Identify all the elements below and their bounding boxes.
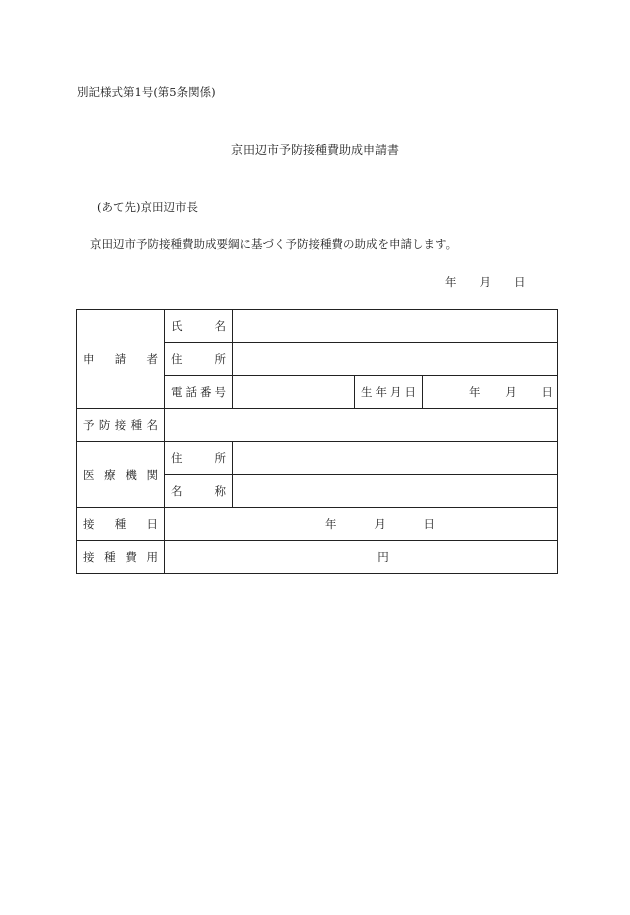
vaccination-date-field[interactable]: 年 月 日 (165, 508, 558, 541)
table-row (77, 310, 558, 343)
request-statement: 京田辺市予防接種費助成要綱に基づく予防接種費の助成を申請します。 (90, 237, 458, 251)
yen-unit: 円 (377, 550, 389, 564)
applicant-address-label: 住 所 (165, 343, 233, 376)
vaccine-name-label: 予 防 接 種 名 (77, 409, 165, 442)
table-row (77, 409, 558, 442)
document-title: 京田辺市予防接種費助成申請書 (230, 143, 399, 157)
table-row (77, 442, 558, 475)
date-year: 年 (445, 275, 457, 289)
application-form-table (76, 309, 558, 574)
birthdate-field[interactable]: 年 月 日 (423, 376, 558, 409)
vaccination-cost-label: 接 種 費 用 (77, 541, 165, 574)
institution-address-field[interactable] (233, 442, 558, 475)
applicant-address-field[interactable] (233, 343, 558, 376)
institution-name-field[interactable] (233, 475, 558, 508)
applicant-name-label: 氏 名 (165, 310, 233, 343)
addressee: (あて先)京田辺市長 (97, 200, 198, 214)
form-number: 別記様式第1号(第5条関係) (77, 85, 216, 99)
vaccination-cost-field[interactable] (165, 541, 558, 574)
institution-name-label: 名 称 (165, 475, 233, 508)
vaccine-name-field[interactable] (165, 409, 558, 442)
applicant-phone-field[interactable] (233, 376, 355, 409)
vaccination-date-label: 接 種 日 (77, 508, 165, 541)
birthdate-label: 生 年 月 日 (355, 376, 423, 409)
applicant-name-field[interactable] (233, 310, 558, 343)
medical-institution-label-cell: 医 療 機 関 (77, 442, 165, 508)
table-row (77, 508, 558, 541)
application-date[interactable] (445, 274, 526, 290)
applicant-phone-label: 電 話 番 号 (165, 376, 233, 409)
institution-address-label: 住 所 (165, 442, 233, 475)
date-month: 月 (479, 275, 491, 289)
applicant-label-cell: 申 請 者 (77, 310, 165, 409)
date-day: 日 (514, 275, 526, 289)
table-row (77, 541, 558, 574)
